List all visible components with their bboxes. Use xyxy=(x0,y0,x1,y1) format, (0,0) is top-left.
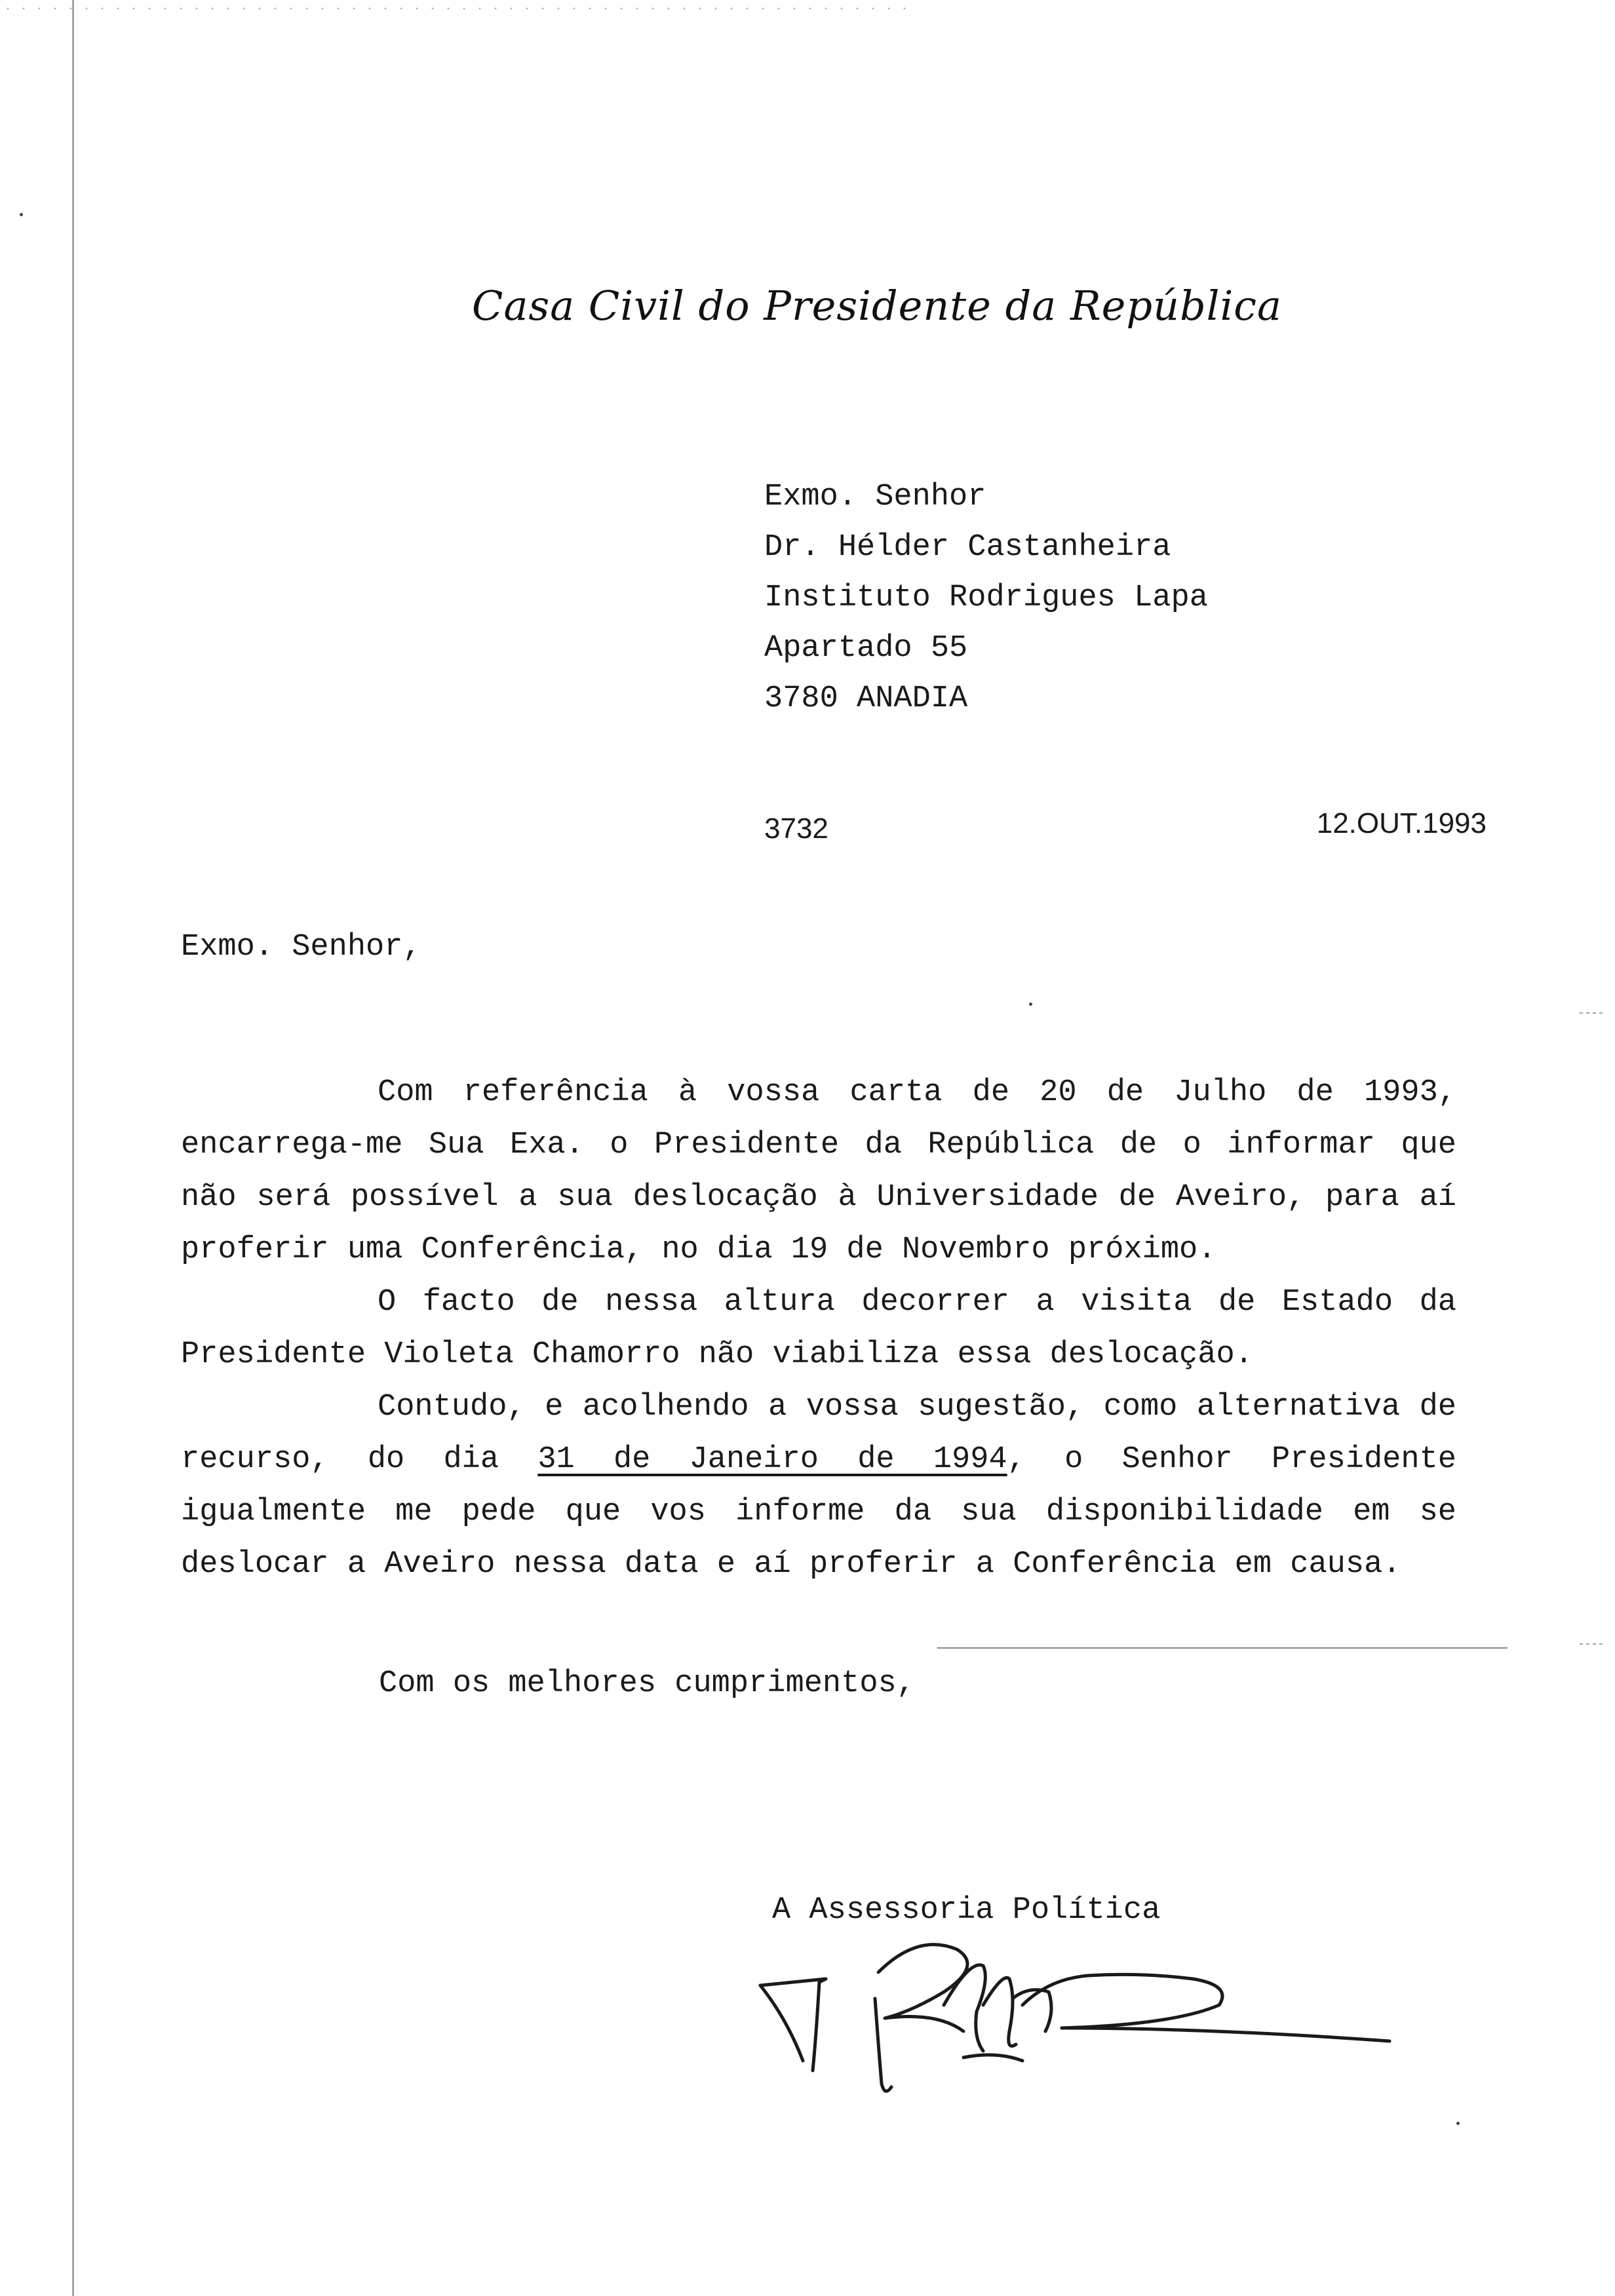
recipient-address xyxy=(764,472,1208,724)
underlined-date: 31 de Janeiro de 1994 xyxy=(537,1442,1007,1477)
separator-line xyxy=(937,1647,1508,1649)
scan-artifact-dots xyxy=(0,7,918,10)
address-line: Dr. Hélder Castanheira xyxy=(764,530,1171,565)
address-line: Exmo. Senhor xyxy=(764,480,986,514)
scan-speck xyxy=(1456,2122,1460,2125)
paragraph-3-end: , o Senhor Presidente igualmente me pede que vos informe da sua disponibilidade em se deslocar a Aveiro nessa data e aí proferir a Conferência em causa. xyxy=(181,1442,1457,1582)
paragraph-3-start: Contudo, e acolhendo a vossa sugestão, como alternativa de recurso, do dia xyxy=(181,1390,1456,1477)
handwritten-signature-icon xyxy=(747,1920,1468,2143)
letter-date: 12.OUT.1993 xyxy=(1316,807,1487,839)
reference-number: 3732 xyxy=(764,813,828,845)
address-line: Instituto Rodrigues Lapa xyxy=(764,581,1208,615)
closing-line: Com os melhores cumprimentos, xyxy=(379,1666,915,1701)
scan-edge-line xyxy=(72,0,74,2296)
address-line: 3780 ANADIA xyxy=(764,681,968,716)
letter-body xyxy=(181,1067,1456,1591)
salutation: Exmo. Senhor, xyxy=(181,930,421,965)
body-paragraph-2: O facto de nessa altura decorrer a visita de Estado da Presidente Violeta Chamorro não viabiliza essa deslocação. xyxy=(181,1285,1456,1372)
address-line: Apartado 55 xyxy=(764,631,968,666)
scan-speck xyxy=(1029,1003,1032,1006)
body-paragraph-3 xyxy=(181,1381,1456,1591)
scan-speck xyxy=(20,213,23,216)
body-paragraph-1: Com referência à vossa carta de 20 de Julho de 1993, encarrega-me Sua Exa. o Presidente da República de o informar que não será possível a sua deslocação à Universidade de Aveiro, para aí proferir uma Conferência, no dia 19 de Novembro próximo. xyxy=(181,1075,1456,1267)
signoff-line: A Assessoria Política xyxy=(772,1893,1161,1928)
letterhead-title: Casa Civil do Presidente da República xyxy=(472,282,1282,330)
scan-artifact-dash xyxy=(1580,1643,1606,1645)
scan-artifact-dash xyxy=(1580,1012,1606,1014)
